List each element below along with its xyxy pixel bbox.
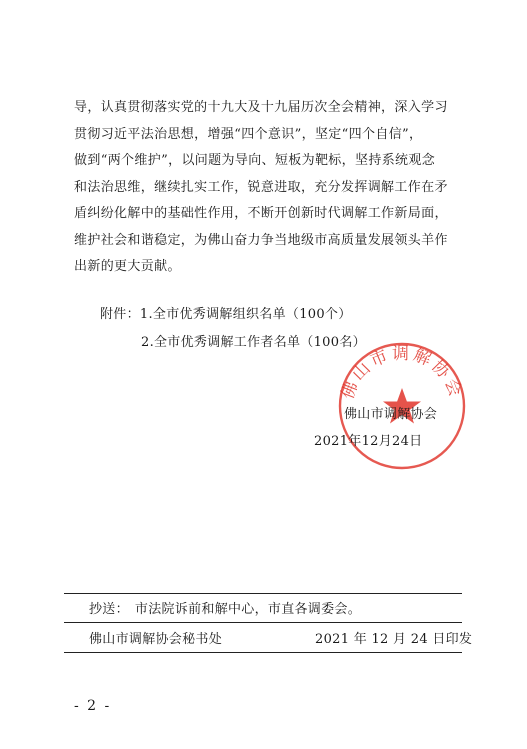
body-line: 和法治思维，继续扎实工作，锐意进取，充分发挥调解工作在矛	[74, 179, 448, 195]
signature-date: 2021年12月24日	[314, 434, 423, 449]
cc-recipients: 市法院诉前和解中心，市直各调委会。	[134, 602, 362, 617]
body-paragraph	[74, 95, 458, 281]
cc-line	[89, 598, 361, 617]
attachment-item-1: 附件：1.全市优秀调解组织名单（100个）	[100, 307, 352, 322]
seal-text: 佛山市调解协会	[337, 343, 467, 402]
body-line: 做到“两个维护”，以问题为导向、短板为靶标，坚持系统观念	[74, 153, 436, 168]
footer-rule-middle	[64, 622, 462, 623]
attachment-item-2: 2.全市优秀调解工作者名单（100名）	[141, 335, 366, 350]
footer-rule-top	[64, 593, 462, 594]
signature-organization: 佛山市调解协会	[344, 407, 438, 422]
footer-rule-bottom	[64, 652, 462, 653]
cc-label: 抄送：	[89, 602, 129, 617]
body-line: 维护社会和谐稳定，为佛山奋力争当地级市高质量发展领头羊作	[74, 232, 448, 248]
page-number: - 2 -	[74, 698, 112, 714]
body-line: 出新的更大贡献。	[74, 259, 181, 274]
issuing-office: 佛山市调解协会秘书处	[89, 632, 223, 647]
body-line: 贯彻习近平法治思想，增强“四个意识”，坚定“四个自信”，	[74, 126, 423, 142]
issue-date: 2021 年 12 月 24 日印发	[315, 632, 473, 647]
body-line: 导，认真贯彻落实党的十九大及十九届历次全会精神，深入学习	[74, 100, 448, 115]
body-line: 盾纠纷化解中的基础性作用，不断开创新时代调解工作新局面，	[74, 206, 448, 221]
